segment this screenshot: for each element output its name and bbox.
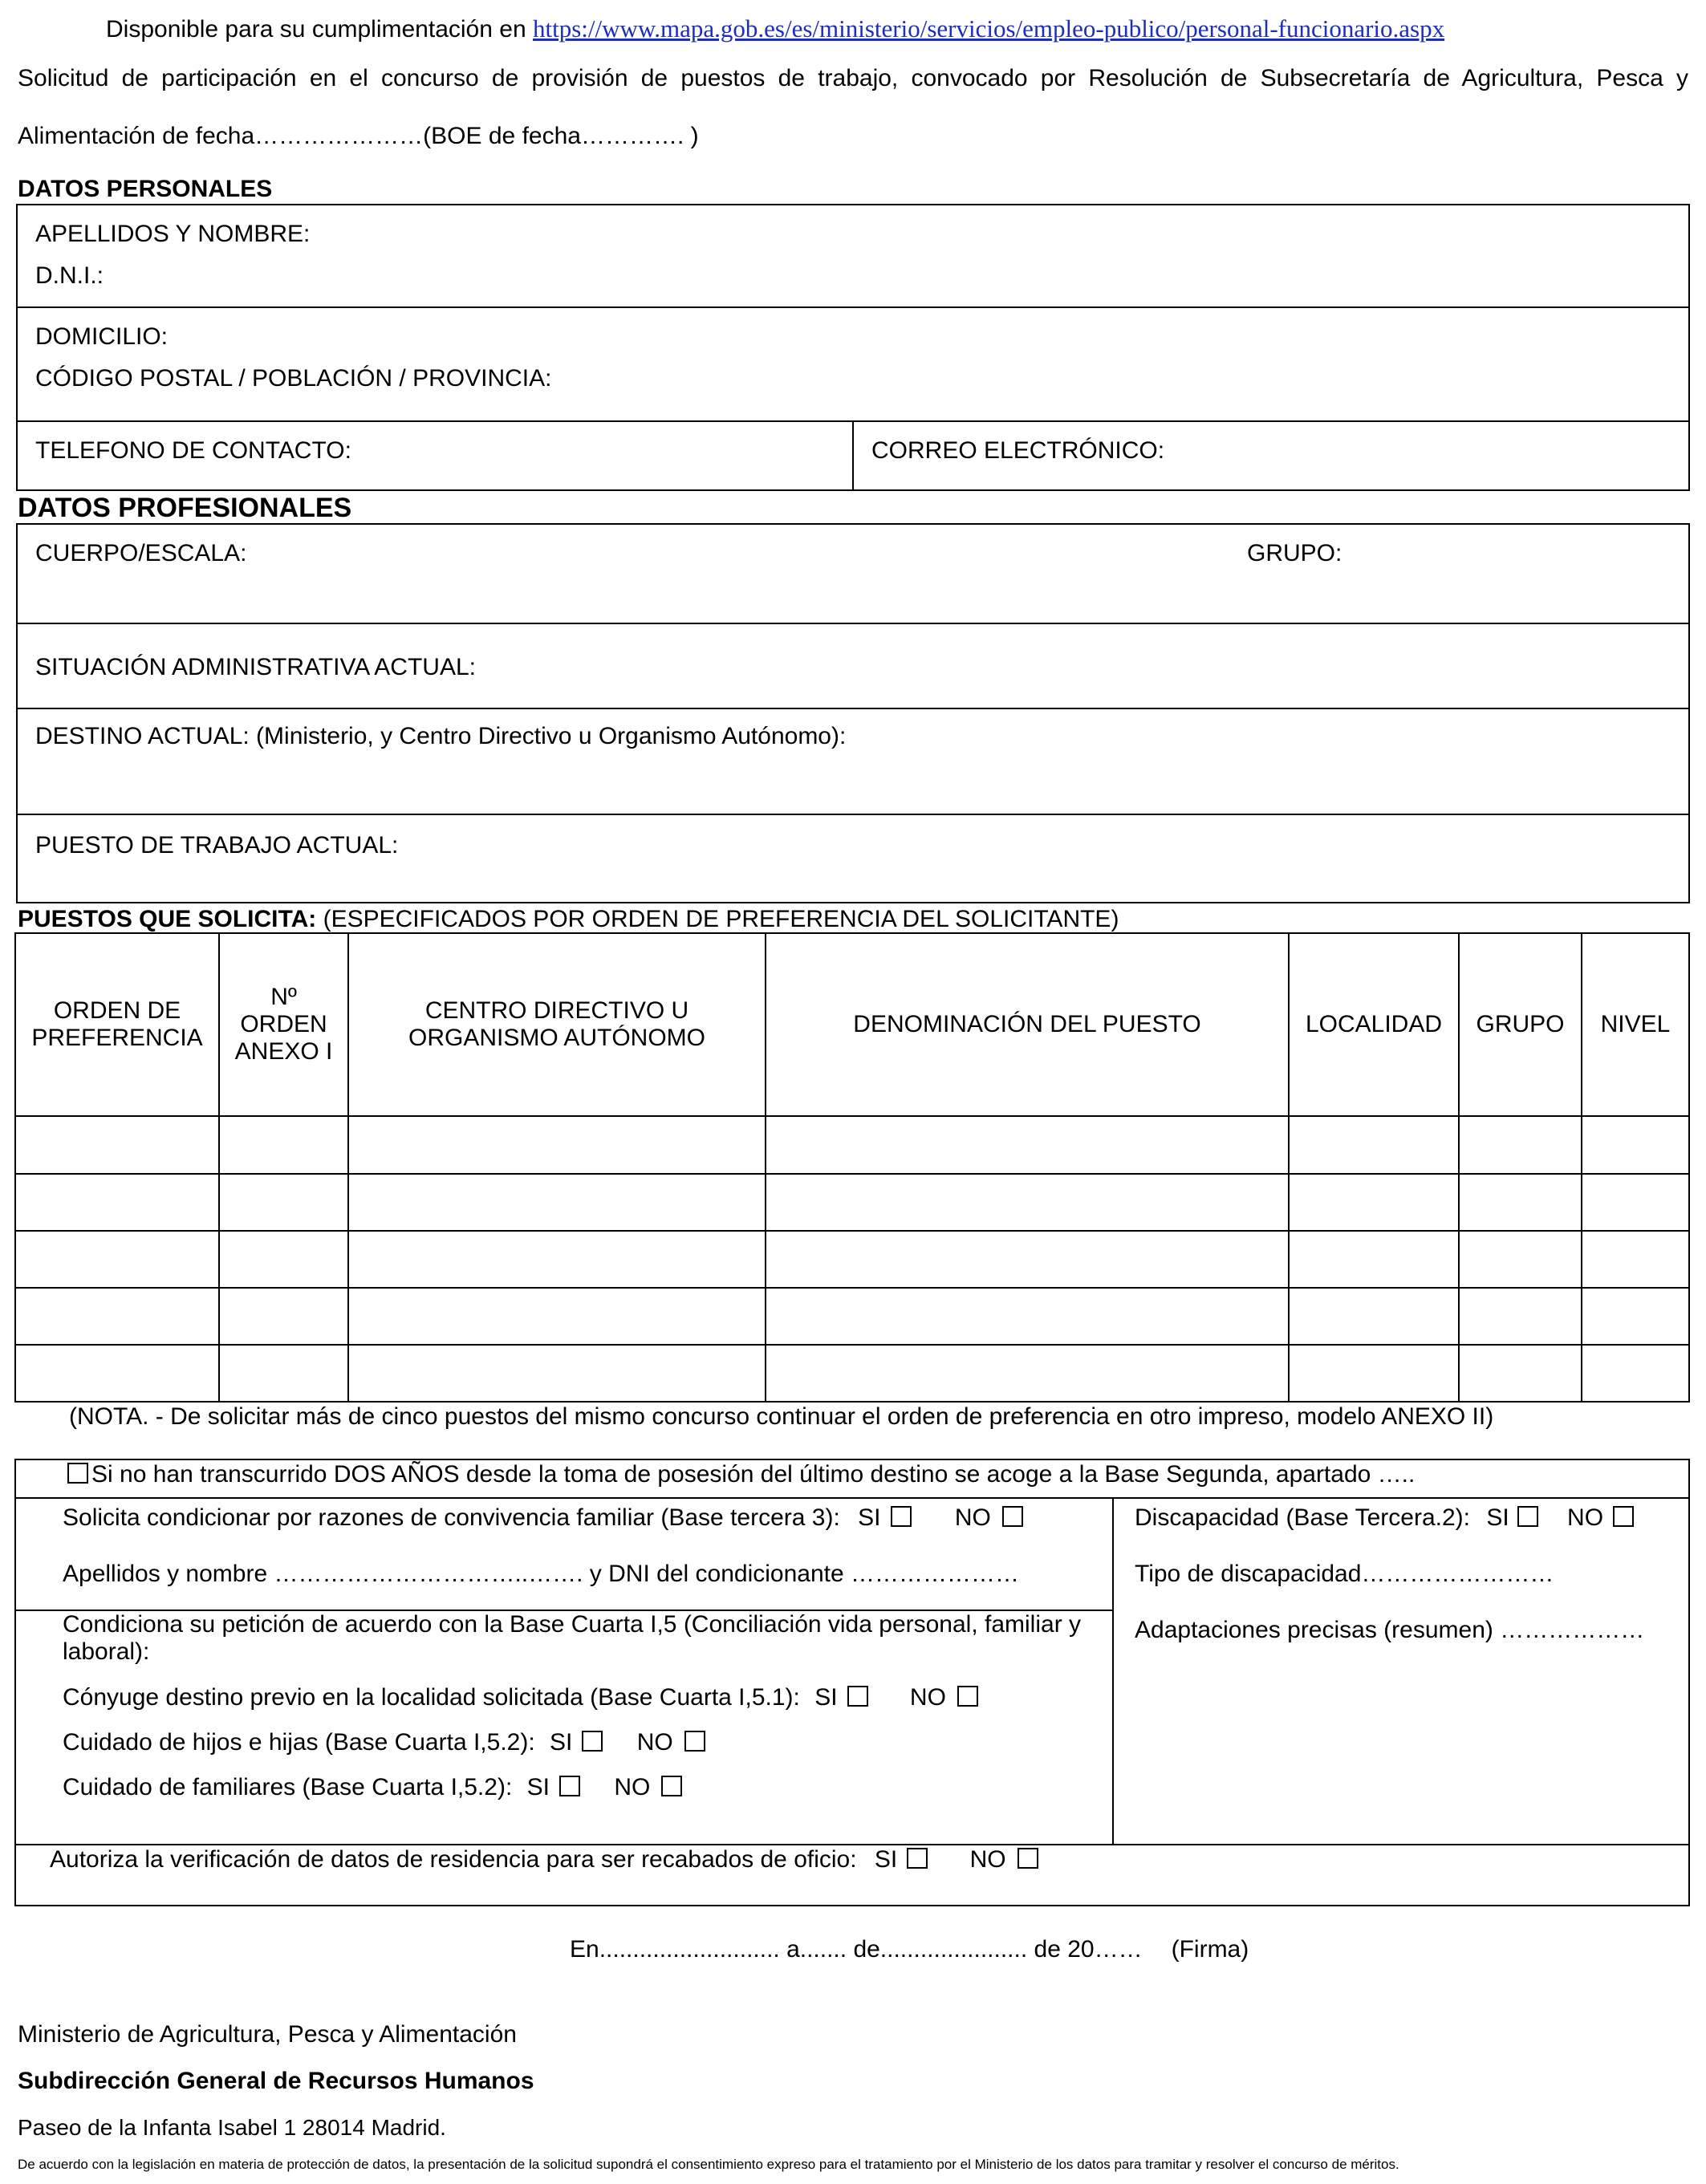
situacion-label[interactable]: SITUACIÓN ADMINISTRATIVA ACTUAL: <box>35 654 476 680</box>
col-orden-preferencia: ORDEN DE PREFERENCIA <box>15 933 219 1116</box>
tipo-discapacidad[interactable]: Tipo de discapacidad…………………… <box>1135 1561 1554 1587</box>
table-row <box>15 1231 1689 1288</box>
professional-section-title: DATOS PROFESIONALES <box>18 493 352 523</box>
discapacidad-si-checkbox[interactable] <box>1517 1506 1538 1527</box>
si-label: SI <box>1486 1504 1509 1531</box>
familiares-no-checkbox[interactable] <box>661 1776 682 1796</box>
table-cell[interactable] <box>1459 1231 1582 1288</box>
table-cell[interactable] <box>1459 1288 1582 1345</box>
table-cell[interactable] <box>348 1345 766 1402</box>
dni-label[interactable]: D.N.I.: <box>35 262 104 289</box>
table-cell[interactable] <box>1289 1174 1459 1231</box>
firma-label: (Firma) <box>1171 1936 1249 1963</box>
personal-section-title: DATOS PERSONALES <box>18 176 273 202</box>
conyuge-text: Cónyuge destino previo en la localidad solicitada (Base Cuarta I,5.1): <box>63 1684 800 1711</box>
si-label: SI <box>874 1846 898 1873</box>
hijos-row <box>63 1728 709 1757</box>
table-cell[interactable] <box>766 1345 1289 1402</box>
puestos-title-bold: PUESTOS QUE SOLICITA: <box>18 906 317 932</box>
familiares-si-checkbox[interactable] <box>559 1776 580 1796</box>
adaptaciones[interactable]: Adaptaciones precisas (resumen) ……………… <box>1135 1617 1645 1643</box>
familiares-row <box>63 1773 685 1802</box>
divider <box>16 708 1690 709</box>
address: Paseo de la Infanta Isabel 1 28014 Madrid. <box>18 2115 446 2140</box>
dos-anos-checkbox[interactable] <box>67 1463 88 1484</box>
nota-text: (NOTA. - De solicitar más de cinco puestos del mismo concurso continuar el orden de preferencia en otro impreso, modelo ANEXO II) <box>69 1403 1494 1430</box>
cuerpo-label[interactable]: CUERPO/ESCALA: <box>35 540 247 566</box>
col-localidad: LOCALIDAD <box>1289 933 1459 1116</box>
discapacidad-text: Discapacidad (Base Tercera.2): <box>1135 1504 1470 1531</box>
privacy-notice: De acuerdo con la legislación en materia de protección de datos, la presentación de la solicitud supondrá el consentimiento expreso para el tratamiento por el Ministerio de los datos para tramitar y resolver el concurso de méritos. <box>18 2157 1399 2172</box>
condicionar-si-checkbox[interactable] <box>891 1506 912 1527</box>
table-row <box>15 1345 1689 1402</box>
conyuge-row <box>63 1683 981 1712</box>
autoriza-row <box>50 1845 1042 1874</box>
table-cell[interactable] <box>1289 1345 1459 1402</box>
telefono-label[interactable]: TELEFONO DE CONTACTO: <box>35 437 351 464</box>
intro-line-1: Solicitud de participación en el concurso de provisión de puestos de trabajo, convocado por Resolución de Subsecretaría de Agricultura, Pesca y <box>18 65 1688 91</box>
table-cell[interactable] <box>15 1288 219 1345</box>
place-date-field[interactable]: En........................... a....... de...................... de 20…… <box>570 1936 1143 1963</box>
correo-label[interactable]: CORREO ELECTRÓNICO: <box>871 437 1165 464</box>
divider <box>14 1497 1690 1499</box>
col-denominacion: DENOMINACIÓN DEL PUESTO <box>766 933 1289 1116</box>
si-label: SI <box>814 1684 838 1711</box>
col-centro-directivo: CENTRO DIRECTIVO U ORGANISMO AUTÓNOMO <box>348 933 766 1116</box>
condicionar-no-checkbox[interactable] <box>1002 1506 1023 1527</box>
availability-line <box>106 14 1444 44</box>
table-cell[interactable] <box>15 1116 219 1174</box>
divider <box>16 623 1690 624</box>
table-cell[interactable] <box>1289 1231 1459 1288</box>
table-cell[interactable] <box>766 1174 1289 1231</box>
table-cell[interactable] <box>1582 1231 1689 1288</box>
table-row <box>15 1174 1689 1231</box>
grupo-label[interactable]: GRUPO: <box>1247 540 1342 566</box>
intro-line-2: Alimentación de fecha…………………(BOE de fecha…………. ) <box>18 123 699 149</box>
table-cell[interactable] <box>15 1345 219 1402</box>
discapacidad-row <box>1135 1504 1637 1532</box>
destino-label[interactable]: DESTINO ACTUAL: (Ministerio, y Centro Directivo u Organismo Autónomo): <box>35 723 847 749</box>
domicilio-label[interactable]: DOMICILIO: <box>35 323 169 350</box>
table-cell[interactable] <box>15 1174 219 1231</box>
no-label: NO <box>636 1729 673 1756</box>
col-num-orden: Nº ORDEN ANEXO I <box>219 933 348 1116</box>
autoriza-si-checkbox[interactable] <box>907 1848 928 1869</box>
apellidos-label[interactable]: APELLIDOS Y NOMBRE: <box>35 221 311 247</box>
col-grupo: GRUPO <box>1459 933 1582 1116</box>
no-label: NO <box>1567 1504 1604 1531</box>
table-cell[interactable] <box>1582 1345 1689 1402</box>
autoriza-text: Autoriza la verificación de datos de residencia para ser recabados de oficio: <box>50 1846 857 1873</box>
si-label: SI <box>858 1504 881 1531</box>
hijos-no-checkbox[interactable] <box>684 1731 705 1752</box>
availability-prefix: Disponible para su cumplimentación en <box>106 16 533 43</box>
divider <box>16 306 1690 308</box>
table-row <box>15 1116 1689 1174</box>
no-label: NO <box>954 1504 991 1531</box>
puestos-title-rest: (ESPECIFICADOS POR ORDEN DE PREFERENCIA DEL SOLICITANTE) <box>316 906 1119 932</box>
table-cell[interactable] <box>1582 1174 1689 1231</box>
divider <box>852 420 854 491</box>
table-cell[interactable] <box>766 1231 1289 1288</box>
cp-label[interactable]: CÓDIGO POSTAL / POBLACIÓN / PROVINCIA: <box>35 365 552 392</box>
table-row <box>15 1288 1689 1345</box>
puesto-label[interactable]: PUESTO DE TRABAJO ACTUAL: <box>35 832 399 859</box>
table-cell[interactable] <box>766 1288 1289 1345</box>
conyuge-si-checkbox[interactable] <box>847 1686 868 1707</box>
no-label: NO <box>614 1774 651 1800</box>
table-header-row <box>15 933 1689 1116</box>
table-cell[interactable] <box>219 1231 348 1288</box>
apellidos-condicionante[interactable]: Apellidos y nombre …………………………..……. y DNI del condicionante ………………… <box>63 1561 1019 1587</box>
table-cell[interactable] <box>1459 1174 1582 1231</box>
si-label: SI <box>526 1774 550 1800</box>
table-cell[interactable] <box>1459 1345 1582 1402</box>
table-cell[interactable] <box>1582 1288 1689 1345</box>
puestos-table <box>14 932 1690 1403</box>
condicionar-row <box>63 1504 1026 1532</box>
signature-line <box>570 1935 1249 1964</box>
ministry-name: Ministerio de Agricultura, Pesca y Alimentación <box>18 2021 517 2048</box>
hijos-si-checkbox[interactable] <box>582 1731 603 1752</box>
table-cell[interactable] <box>348 1116 766 1174</box>
table-cell[interactable] <box>1582 1116 1689 1174</box>
discapacidad-no-checkbox[interactable] <box>1613 1506 1634 1527</box>
table-cell[interactable] <box>348 1288 766 1345</box>
familiares-text: Cuidado de familiares (Base Cuarta I,5.2): <box>63 1774 513 1800</box>
no-label: NO <box>909 1684 946 1711</box>
table-cell[interactable] <box>219 1345 348 1402</box>
col-nivel: NIVEL <box>1582 933 1689 1116</box>
dos-anos-text: Si no han transcurrido DOS AÑOS desde la toma de posesión del último destino se acoge a la Base Segunda, apartado ….. <box>91 1461 1416 1488</box>
table-cell[interactable] <box>1289 1116 1459 1174</box>
table-cell[interactable] <box>219 1288 348 1345</box>
table-cell[interactable] <box>348 1174 766 1231</box>
puestos-title <box>18 905 1119 934</box>
subdireccion-name: Subdirección General de Recursos Humanos <box>18 2068 534 2094</box>
condicionar-text: Solicita condicionar por razones de convivencia familiar (Base tercera 3): <box>63 1504 840 1531</box>
no-label: NO <box>969 1846 1006 1873</box>
table-cell[interactable] <box>1289 1288 1459 1345</box>
hijos-text: Cuidado de hijos e hijas (Base Cuarta I,5.2): <box>63 1729 535 1756</box>
conyuge-no-checkbox[interactable] <box>957 1686 978 1707</box>
dos-anos-row <box>64 1460 1415 1489</box>
table-cell[interactable] <box>219 1174 348 1231</box>
divider <box>16 814 1690 815</box>
table-cell[interactable] <box>219 1116 348 1174</box>
table-cell[interactable] <box>1459 1116 1582 1174</box>
autoriza-no-checkbox[interactable] <box>1018 1848 1038 1869</box>
availability-link[interactable]: https://www.mapa.gob.es/es/ministerio/servicios/empleo-publico/personal-funcionario.aspx <box>532 14 1445 43</box>
divider <box>1112 1497 1114 1845</box>
condiciona-cuarta-text: Condiciona su petición de acuerdo con la Base Cuarta I,5 (Conciliación vida personal, familiar y laboral): <box>63 1611 1082 1665</box>
si-label: SI <box>550 1729 573 1756</box>
table-cell[interactable] <box>766 1116 1289 1174</box>
table-cell[interactable] <box>15 1231 219 1288</box>
table-cell[interactable] <box>348 1231 766 1288</box>
